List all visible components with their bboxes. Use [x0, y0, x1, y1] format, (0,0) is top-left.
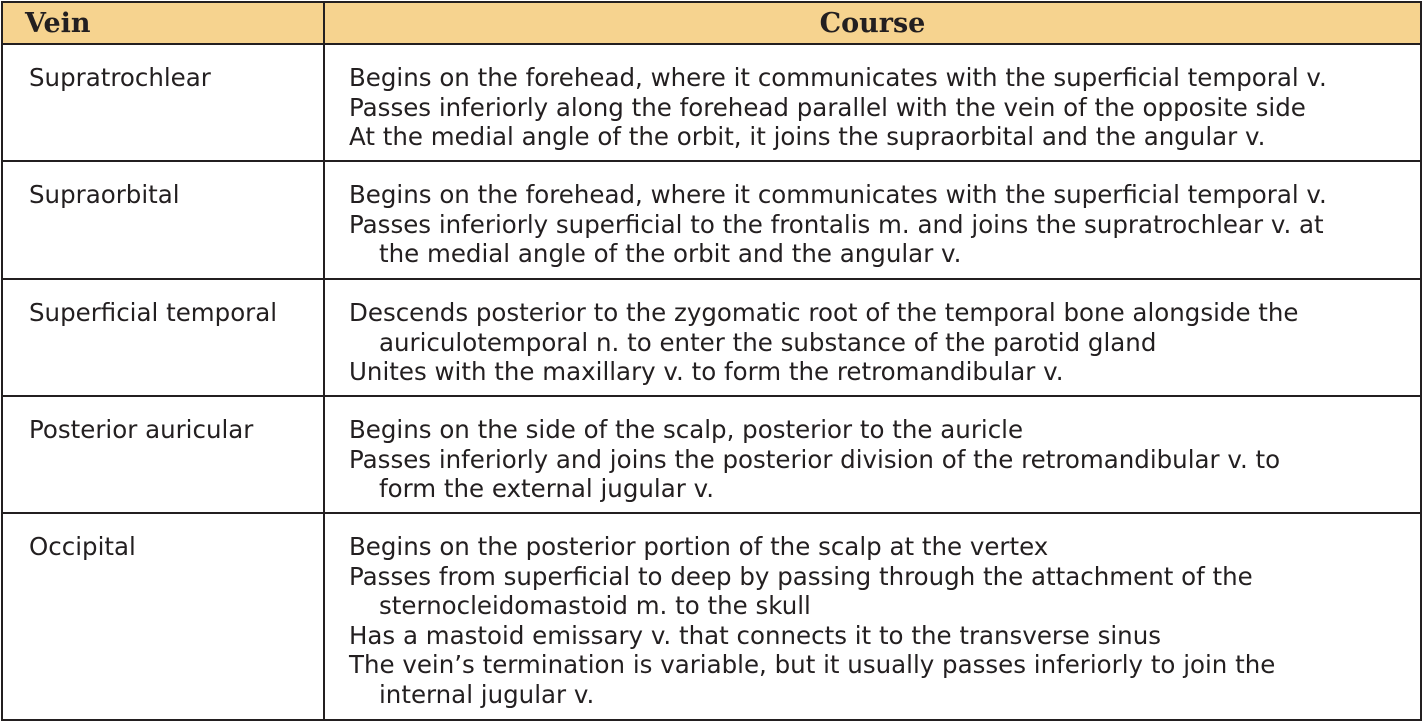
course-line: Begins on the forehead, where it communicates with the superficial temporal v. [349, 63, 1327, 92]
course-entry [349, 63, 1412, 93]
course-line: At the medial angle of the orbit, it joins the supraorbital and the angular v. [349, 122, 1266, 151]
course-entry [349, 650, 1412, 709]
veins-table [1, 1, 1422, 721]
course-line: Begins on the side of the scalp, posterior to the auricle [349, 415, 1024, 444]
course-line: the medial angle of the orbit and the angular v. [379, 239, 962, 268]
course-entry [349, 562, 1412, 621]
vein-name-cell: Posterior auricular [3, 397, 325, 514]
course-entry [349, 210, 1412, 269]
course-entry [349, 445, 1412, 504]
table-row [3, 162, 1420, 280]
course-line: auriculotemporal n. to enter the substance of the parotid gland [379, 327, 1157, 357]
course-entry [349, 621, 1412, 651]
course-entry [349, 93, 1412, 123]
vein-name-cell: Superficial temporal [3, 280, 325, 397]
course-cell [325, 397, 1420, 514]
table-row [3, 397, 1420, 514]
vein-name-cell: Supraorbital [3, 162, 325, 280]
column-header-course: Course [325, 3, 1420, 45]
table-body [3, 45, 1420, 719]
course-entry [349, 357, 1412, 387]
course-line: The vein’s termination is variable, but it usually passes inferiorly to join the [349, 650, 1276, 679]
course-line: Begins on the posterior portion of the scalp at the vertex [349, 532, 1049, 561]
table-row [3, 514, 1420, 719]
course-entry [349, 180, 1412, 210]
course-line: Unites with the maxillary v. to form the retromandibular v. [349, 357, 1064, 386]
table-row [3, 45, 1420, 162]
course-cell [325, 162, 1420, 280]
course-line: Passes inferiorly along the forehead parallel with the vein of the opposite side [349, 92, 1306, 122]
course-entry [349, 122, 1412, 152]
column-header-vein: Vein [3, 3, 325, 45]
course-entry [349, 298, 1412, 357]
course-line: Passes inferiorly superficial to the frontalis m. and joins the supratrochlear v. at [349, 209, 1324, 239]
course-cell [325, 514, 1420, 719]
course-entry [349, 532, 1412, 562]
vein-name-cell: Occipital [3, 514, 325, 719]
course-line: internal jugular v. [379, 679, 595, 709]
course-line: Passes from superficial to deep by passing through the attachment of the [349, 561, 1253, 591]
vein-name-cell: Supratrochlear [3, 45, 325, 162]
course-cell [325, 45, 1420, 162]
table-header [3, 3, 1420, 45]
course-line: Descends posterior to the zygomatic root of the temporal bone alongside the [349, 298, 1299, 327]
course-line: Passes inferiorly and joins the posterior division of the retromandibular v. to [349, 444, 1281, 474]
course-cell [325, 280, 1420, 397]
table-row [3, 280, 1420, 397]
course-line: Has a mastoid emissary v. that connects it to the transverse sinus [349, 620, 1161, 650]
course-entry [349, 415, 1412, 445]
course-line: Begins on the forehead, where it communicates with the superficial temporal v. [349, 180, 1327, 209]
course-line: form the external jugular v. [379, 474, 714, 503]
course-line: sternocleidomastoid m. to the skull [379, 591, 811, 620]
